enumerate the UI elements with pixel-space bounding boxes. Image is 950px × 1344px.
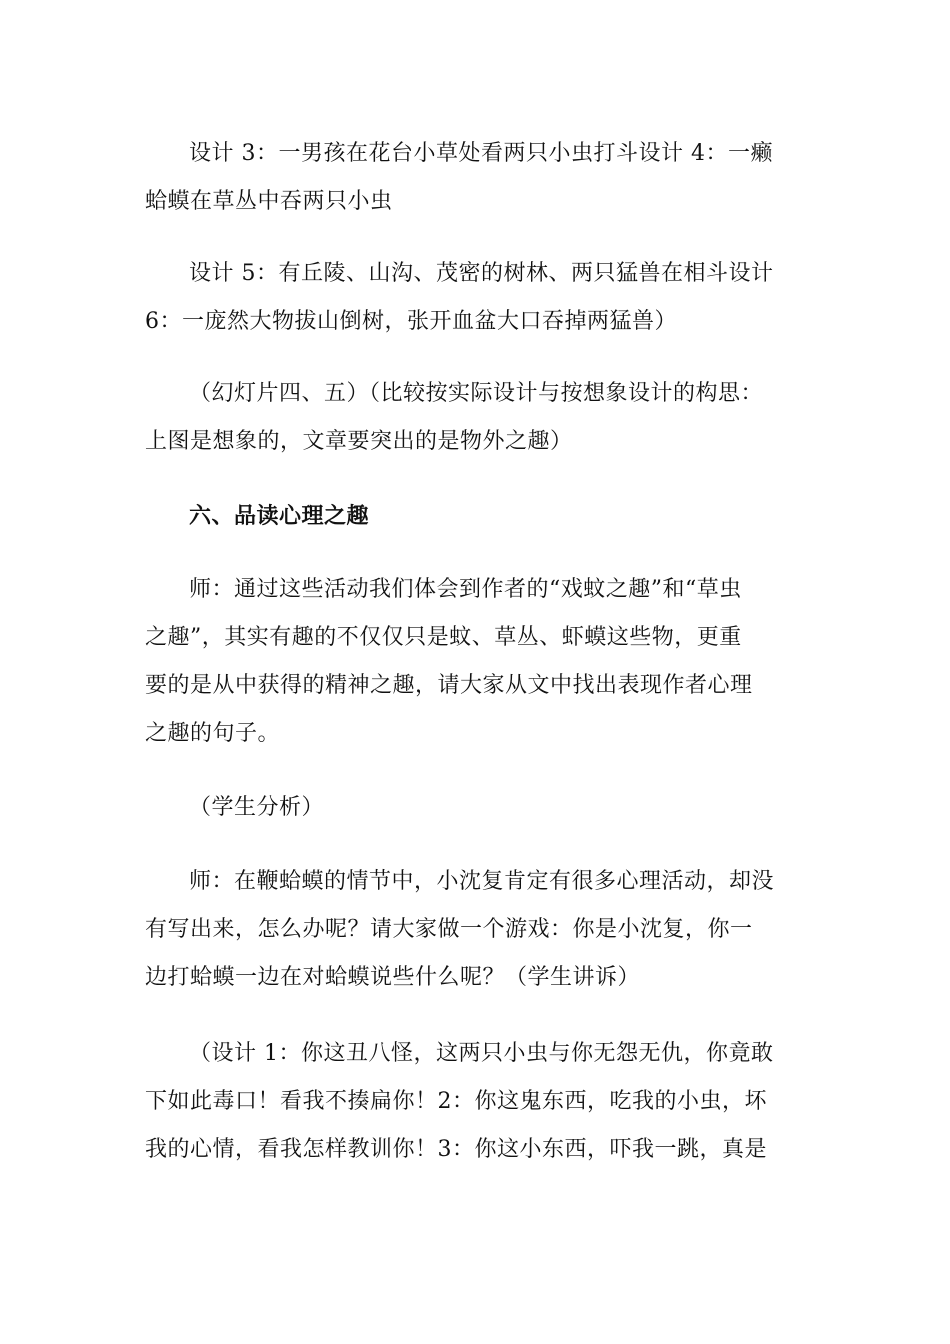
paragraph-design-dialogue (145, 1030, 810, 1174)
text-line: 要的是从中获得的精神之趣，请大家从文中找出表现作者心理 (145, 673, 753, 698)
paragraph-teacher-intro (145, 566, 810, 758)
text-line: 设计 3：一男孩在花台小草处看两只小虫打斗设计 4：一癞 (189, 141, 773, 166)
text-line: 蛤蟆在草丛中吞两只小虫 (145, 189, 393, 214)
text-line: （幻灯片四、五）（比较按实际设计与按想象设计的构思： (189, 381, 764, 406)
paragraph-student-analysis (145, 784, 810, 832)
section-heading (145, 492, 810, 540)
text-line: 之趣”，其实有趣的不仅仅只是蚊、草丛、虾蟆这些物，更重 (145, 625, 742, 650)
text-line: 边打蛤蟆一边在对蛤蟆说些什么呢？（学生讲诉） (145, 965, 641, 990)
text-line: 师：通过这些活动我们体会到作者的“戏蚊之趣”和“草虫 (189, 577, 742, 602)
paragraph-design-5-6 (145, 250, 810, 346)
text-line: （学生分析） (189, 795, 325, 820)
paragraph-teacher-game (145, 858, 810, 1002)
text-line: 上图是想象的，文章要突出的是物外之趣） (145, 429, 573, 454)
paragraph-design-3-4 (145, 130, 810, 226)
section-heading-text: 六、品读心理之趣 (189, 503, 370, 529)
text-line: 之趣的句子。 (145, 721, 281, 746)
text-line: 设计 5：有丘陵、山沟、茂密的树林、两只猛兽在相斗设计 (189, 261, 774, 286)
text-line: 师：在鞭蛤蟆的情节中，小沈复肯定有很多心理活动，却没 (189, 869, 775, 894)
text-line: 下如此毒口！看我不揍扁你！2：你这鬼东西，吃我的小虫，坏 (145, 1089, 767, 1114)
text-line: （设计 1：你这丑八怪，这两只小虫与你无怨无仇，你竟敢 (189, 1041, 774, 1066)
text-line: 有写出来，怎么办呢？请大家做一个游戏：你是小沈复，你一 (145, 917, 753, 942)
paragraph-slides-note (145, 370, 810, 466)
text-line: 6：一庞然大物拔山倒树，张开血盆大口吞掉两猛兽） (145, 309, 677, 334)
text-line: 我的心情，看我怎样教训你！3：你这小东西，吓我一跳，真是 (145, 1137, 767, 1162)
